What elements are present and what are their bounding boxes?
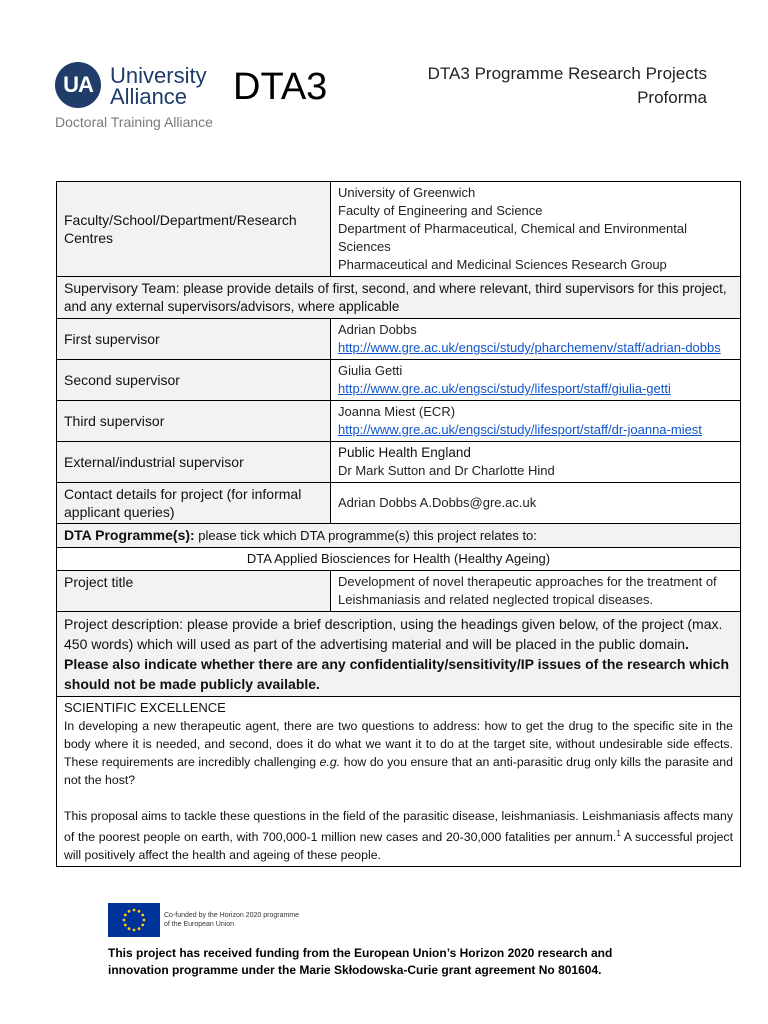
project-description-confidentiality-note: Please also indicate whether there are any confidentiality/sensitivity/IP issues of the research which should not be made publicly available. xyxy=(64,656,729,692)
proforma-title-line2: Proforma xyxy=(637,88,707,107)
footnote-marker[interactable]: 1 xyxy=(616,829,621,838)
third-supervisor-link[interactable]: http://www.gre.ac.uk/engsci/study/lifesport/staff/dr-joanna-miest xyxy=(338,422,702,437)
logo-line-university: University xyxy=(110,63,207,88)
first-supervisor-label: First supervisor xyxy=(57,319,331,360)
paragraph-1 xyxy=(64,717,733,789)
project-title-row xyxy=(57,571,741,612)
supervisory-team-row xyxy=(57,277,741,319)
contact-label: Contact details for project (for informal applicant queries) xyxy=(57,483,331,524)
project-description-dot: . xyxy=(685,636,689,652)
programme-value-row xyxy=(57,548,741,571)
dta3-title: DTA3 xyxy=(233,66,328,108)
first-supervisor-link[interactable]: http://www.gre.ac.uk/engsci/study/pharchemenv/staff/adrian-dobbs xyxy=(338,340,721,355)
faculty-line: University of Greenwich xyxy=(338,185,476,200)
eu-cofunded-text: Co-funded by the Horizon 2020 programme of the European Union xyxy=(164,912,300,928)
external-supervisor-names: Dr Mark Sutton and Dr Charlotte Hind xyxy=(338,463,555,478)
supervisory-team-instructions: : please provide details of first, second, and where relevant, third supervisors for this project, and any external supervisors/advisors, where applicable xyxy=(64,281,727,314)
first-supervisor-value xyxy=(331,319,741,360)
scientific-excellence-row xyxy=(57,697,741,867)
project-description-heading: Project description xyxy=(64,616,180,632)
paragraph-2 xyxy=(64,807,733,864)
paragraph-1-text-end: how do you ensure that an anti-parasitic drug only kills the parasite and not the host? xyxy=(64,755,733,787)
faculty-line: Pharmaceutical and Medicinal Sciences Research Group xyxy=(338,257,667,272)
project-title-value: Development of novel therapeutic approaches for the treatment of Leishmaniasis and related neglected tropical diseases. xyxy=(331,571,741,612)
logo-line-alliance: Alliance xyxy=(110,84,188,109)
programme-heading: DTA Programme(s): xyxy=(64,527,195,543)
supervisory-team-cell xyxy=(57,277,741,319)
second-supervisor-row xyxy=(57,360,741,401)
programme-cell xyxy=(57,524,741,548)
eu-flag-icon xyxy=(108,903,160,937)
scientific-excellence-heading: SCIENTIFIC EXCELLENCE xyxy=(64,700,226,715)
programme-instructions: please tick which DTA programme(s) this project relates to: xyxy=(194,528,537,543)
second-supervisor-value xyxy=(331,360,741,401)
faculty-line: Faculty of Engineering and Science xyxy=(338,203,543,218)
faculty-label: Faculty/School/Department/Research Centres xyxy=(57,182,331,277)
external-organisation: Public Health England xyxy=(338,445,471,460)
programme-value: DTA Applied Biosciences for Health (Healthy Ageing) xyxy=(57,548,741,571)
contact-value: Adrian Dobbs A.Dobbs@gre.ac.uk xyxy=(331,483,741,524)
third-supervisor-row xyxy=(57,401,741,442)
funding-statement: This project has received funding from the European Union’s Horizon 2020 research and innovation programme under the Marie Skłodowska-Curie grant agreement No 801604. xyxy=(108,946,613,977)
third-supervisor-label: Third supervisor xyxy=(57,401,331,442)
paragraph-1-text: In developing a new therapeutic agent, there are two questions to address: how to get the drug to the specific site in the body where it is needed, and second, does it do what we want it to do at the target site, without undesirable side effects. These requirements are incredibly challenging xyxy=(64,719,733,769)
project-description-row xyxy=(57,612,741,697)
paragraph-2-text: This proposal aims to tackle these questions in the field of the parasitic disease, leishmaniasis. Leishmaniasis affects many of the poorest people on earth, with 700,000-1 million new cases and 20-30,000 fatalities per annum. xyxy=(64,809,733,845)
project-description-cell xyxy=(57,612,741,697)
project-title-label: Project title xyxy=(57,571,331,612)
paragraph-spacer xyxy=(64,789,733,807)
second-supervisor-name: Giulia Getti xyxy=(338,363,403,378)
proforma-title xyxy=(380,62,707,110)
supervisory-team-heading: Supervisory Team xyxy=(64,280,176,296)
contact-row xyxy=(57,483,741,524)
logo-subtitle: Doctoral Training Alliance xyxy=(55,114,213,130)
scientific-excellence-cell xyxy=(57,697,741,867)
first-supervisor-name: Adrian Dobbs xyxy=(338,322,417,337)
ua-logo-icon: UA xyxy=(55,62,101,108)
faculty-value xyxy=(331,182,741,277)
proforma-title-line1: DTA3 Programme Research Projects xyxy=(427,64,707,83)
paragraph-1-eg: e.g. xyxy=(319,755,341,769)
faculty-line: Department of Pharmaceutical, Chemical and Environmental Sciences xyxy=(338,221,688,254)
project-description-instructions: : please provide a brief description, using the headings given below, of the project (max. 450 words) which will used as part of the advertising material and will be placed in the public domain xyxy=(64,616,723,652)
first-supervisor-row xyxy=(57,319,741,360)
second-supervisor-label: Second supervisor xyxy=(57,360,331,401)
third-supervisor-name: Joanna Miest (ECR) xyxy=(338,404,456,419)
faculty-row xyxy=(57,182,741,277)
third-supervisor-value xyxy=(331,401,741,442)
eu-stars-icon xyxy=(108,903,160,937)
proforma-table xyxy=(56,181,741,867)
paragraph-2-text-end: A successful project will positively affect the health and ageing of these people. xyxy=(64,830,733,863)
programme-row xyxy=(57,524,741,548)
external-supervisor-row xyxy=(57,442,741,483)
external-supervisor-label: External/industrial supervisor xyxy=(57,442,331,483)
second-supervisor-link[interactable]: http://www.gre.ac.uk/engsci/study/lifesport/staff/giulia-getti xyxy=(338,381,671,396)
external-supervisor-value xyxy=(331,442,741,483)
eu-horizon-logo xyxy=(108,903,298,937)
